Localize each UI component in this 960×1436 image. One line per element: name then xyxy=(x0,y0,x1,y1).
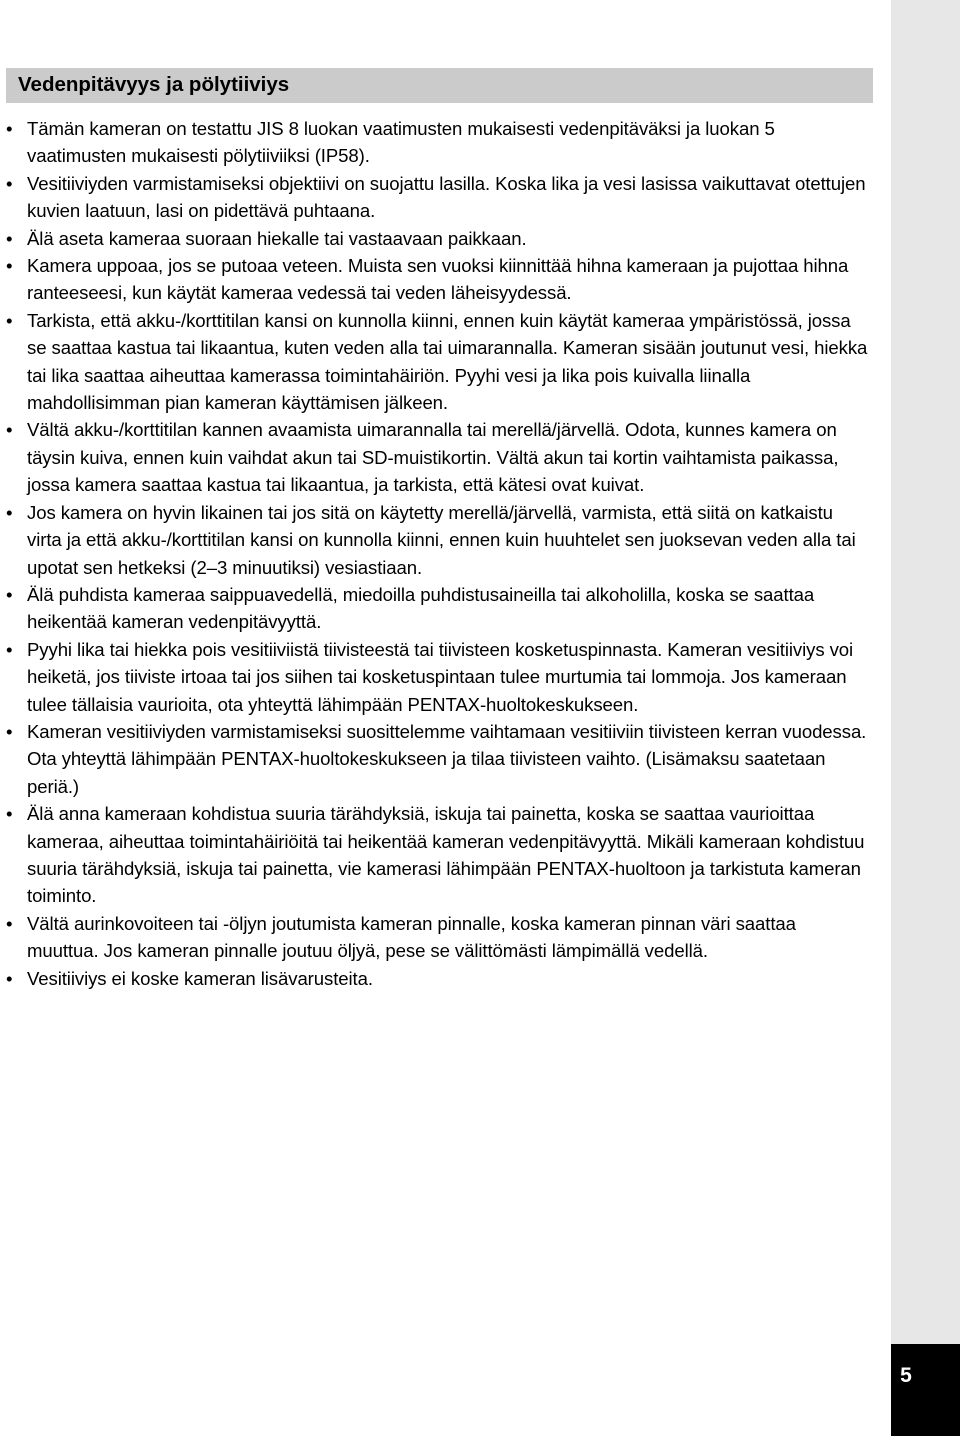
bullet-item: • Vesitiiviyden varmistamiseksi objektiivi on suojattu lasilla. Koska lika ja vesi lasissa vaikuttavat otettujen kuvien laatuun, lasi on pidettävä puhtaana. xyxy=(0,170,870,225)
bullet-item: • Vältä aurinkovoiteen tai -öljyn joutumista kameran pinnalle, koska kameran pinnan väri saattaa muuttua. Jos kameran pinnalle joutuu öljyä, pese se välittömästi lämpimällä vedellä. xyxy=(0,910,870,965)
bullet-item: • Pyyhi lika tai hiekka pois vesitiiviistä tiivisteestä tai tiivisteen kosketuspinnasta. Kameran vesitiiviys voi heiketä, jos tiiviste irtoaa tai jos siihen tai kosketuspintaan tulee murtumia tai lommoja. Jos kameraan tulee tällaisia vaurioita, ota yhteyttä lähimpään PENTAX-huoltokeskukseen. xyxy=(0,636,870,718)
bullet-item: • Vesitiiviys ei koske kameran lisävarusteita. xyxy=(0,965,870,992)
bullet-item: • Älä anna kameraan kohdistua suuria tärähdyksiä, iskuja tai painetta, koska se saattaa vaurioittaa kameraa, aiheuttaa toimintahäiriöitä tai heikentää kameran vedenpitävyyttä. Mikäli kameraan kohdistuu suuria tärähdyksiä, iskuja tai painetta, vie kamerasi lähimpään PENTAX-huoltoon ja tarkistuta kameran toiminto. xyxy=(0,800,870,910)
bullet-item: • Kamera uppoaa, jos se putoaa veteen. Muista sen vuoksi kiinnittää hihna kameraan ja pujottaa hihna ranteeseesi, kun käytät kameraa vedessä tai veden läheisyydessä. xyxy=(0,252,870,307)
bullet-list xyxy=(0,115,891,992)
section-title: Vedenpitävyys ja pölytiiviys xyxy=(18,73,290,96)
bullet-item: • Älä puhdista kameraa saippuavedellä, miedoilla puhdistusaineilla tai alkoholilla, koska se saattaa heikentää kameran vedenpitävyyttä. xyxy=(0,581,870,636)
side-margin-strip xyxy=(891,0,960,1436)
bullet-item: • Tarkista, että akku-/korttitilan kansi on kunnolla kiinni, ennen kuin käytät kameraa ympäristössä, jossa se saattaa kastua tai likaantua, kuten veden alla tai uimarannalla. Kameran sisään joutunut vesi, hiekka tai lika saattaa aiheuttaa kamerassa toimintahäiriön. Pyyhi vesi ja lika pois kuivalla liinalla mahdollisimman pian kameran käyttämisen jälkeen. xyxy=(0,307,870,417)
bullet-item: • Tämän kameran on testattu JIS 8 luokan vaatimusten mukaisesti vedenpitäväksi ja luokan 5 vaatimusten mukaisesti pölytiiviiksi (IP58). xyxy=(0,115,870,170)
bullet-item: • Kameran vesitiiviyden varmistamiseksi suosittelemme vaihtamaan vesitiiviin tiivisteen kerran vuodessa. Ota yhteyttä lähimpään PENTAX-huoltokeskukseen ja tilaa tiivisteen vaihto. (Lisämaksu saatetaan periä.) xyxy=(0,718,870,800)
bullet-item: • Jos kamera on hyvin likainen tai jos sitä on käytetty merellä/järvellä, varmista, että siitä on katkaistu virta ja että akku-/korttitilan kansi on kunnolla kiinni, ennen kuin huuhtelet sen juoksevan veden alla tai upotat sen hetkeksi (2–3 minuutiksi) vesiastiaan. xyxy=(0,499,870,581)
bullet-item: • Älä aseta kameraa suoraan hiekalle tai vastaavaan paikkaan. xyxy=(0,225,870,252)
section-header-bar xyxy=(6,68,873,103)
page-number-tab xyxy=(891,1344,960,1436)
page-number: 5 xyxy=(900,1364,912,1387)
bullet-item: • Vältä akku-/korttitilan kannen avaamista uimarannalla tai merellä/järvellä. Odota, kunnes kamera on täysin kuiva, ennen kuin vaihdat akun tai SD-muistikortin. Vältä akun tai kortin vaihtamista paikassa, jossa kamera saattaa kastua tai likaantua, ja tarkista, että kätesi ovat kuivat. xyxy=(0,416,870,498)
